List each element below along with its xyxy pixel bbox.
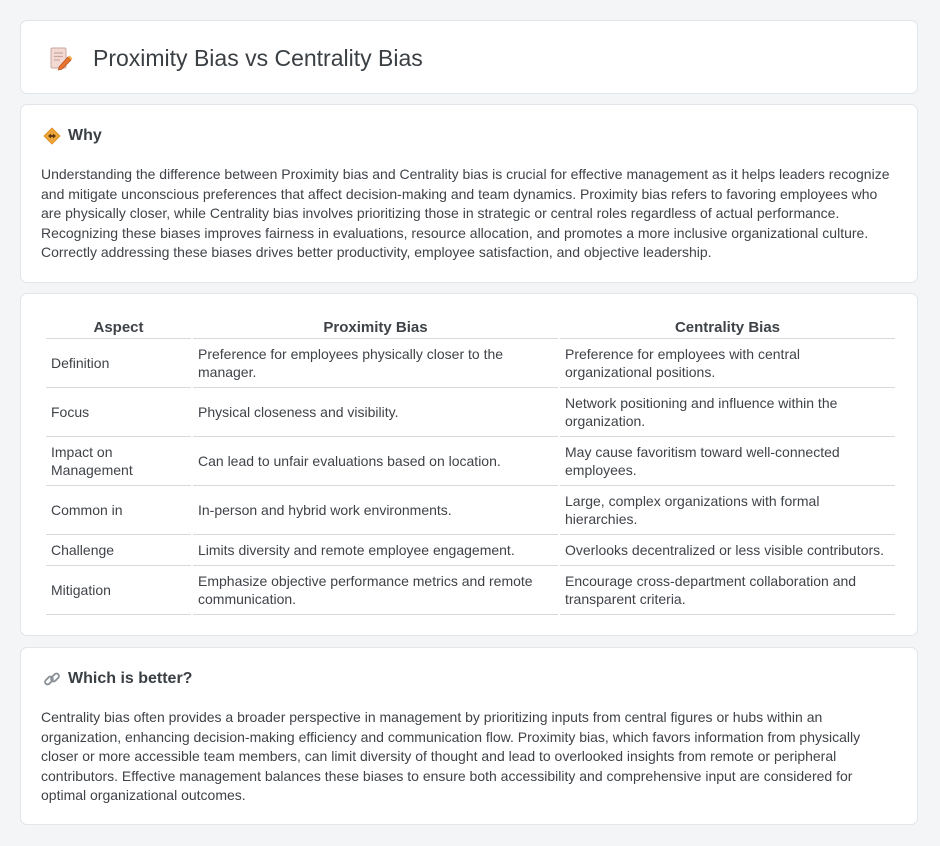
- table-row: [46, 388, 895, 437]
- why-body: Understanding the difference between Proximity bias and Centrality bias is crucial for effective management as it helps leaders recognize and mitigate unconscious preferences that affect decision-making and team dynamics. Proximity bias refers to favoring employees who are physically closer, while Centrality bias involves prioritizing those in strategic or central roles regardless of actual performance. Recognizing these biases improves fairness in evaluations, resource allocation, and promotes a more inclusive organizational culture. Correctly addressing these biases drives better productivity, employee satisfaction, and objective leadership.: [41, 166, 890, 261]
- why-header: [43, 127, 102, 145]
- header-centrality: Centrality Bias: [560, 316, 895, 339]
- link-icon: [43, 670, 61, 688]
- comparison-card: [20, 293, 918, 636]
- row-aspect: Mitigation: [46, 566, 191, 615]
- row-proximity: Preference for employees physically closer to the manager.: [193, 339, 558, 388]
- row-centrality: Encourage cross-department collaboration and transparent criteria.: [560, 566, 895, 615]
- row-centrality: Preference for employees with central organizational positions.: [560, 339, 895, 388]
- better-header: [43, 670, 192, 688]
- row-centrality: May cause favoritism toward well-connected employees.: [560, 437, 895, 486]
- row-proximity: In-person and hybrid work environments.: [193, 486, 558, 535]
- row-proximity: Can lead to unfair evaluations based on location.: [193, 437, 558, 486]
- header-proximity: Proximity Bias: [193, 316, 558, 339]
- better-heading: Which is better?: [68, 670, 193, 687]
- which-better-section: [20, 647, 918, 825]
- row-proximity: Emphasize objective performance metrics and remote communication.: [193, 566, 558, 615]
- document-pencil-icon: [47, 46, 73, 72]
- row-aspect: Challenge: [46, 535, 191, 566]
- comparison-table: [44, 316, 897, 615]
- table-row: [46, 535, 895, 566]
- row-aspect: Impact on Management: [46, 437, 191, 486]
- table-header-row: [46, 316, 895, 339]
- row-centrality: Network positioning and influence within the organization.: [560, 388, 895, 437]
- title-card: [20, 20, 918, 94]
- row-proximity: Limits diversity and remote employee engagement.: [193, 535, 558, 566]
- diamond-arrows-icon: [43, 127, 61, 145]
- better-body: Centrality bias often provides a broader perspective in management by prioritizing inputs from central figures or hubs within an organization, enhancing decision-making efficiency and communication flow. Proximity bias, which favors information from physically closer or more accessible team members, can limit diversity of thought and lead to overlooked insights from remote or peripheral contributors. Effective management balances these biases to ensure both accessibility and comprehensive input are considered for optimal organizational outcomes.: [41, 709, 861, 804]
- table-row: [46, 339, 895, 388]
- row-proximity: Physical closeness and visibility.: [193, 388, 558, 437]
- header-aspect: Aspect: [46, 316, 191, 339]
- table-row: [46, 566, 895, 615]
- table-row: [46, 486, 895, 535]
- row-aspect: Common in: [46, 486, 191, 535]
- row-centrality: Large, complex organizations with formal hierarchies.: [560, 486, 895, 535]
- page-title: Proximity Bias vs Centrality Bias: [93, 45, 423, 71]
- row-aspect: Focus: [46, 388, 191, 437]
- why-section: [20, 104, 918, 283]
- row-centrality: Overlooks decentralized or less visible contributors.: [560, 535, 895, 566]
- why-heading: Why: [68, 127, 102, 144]
- row-aspect: Definition: [46, 339, 191, 388]
- title-row: [47, 45, 423, 72]
- table-row: [46, 437, 895, 486]
